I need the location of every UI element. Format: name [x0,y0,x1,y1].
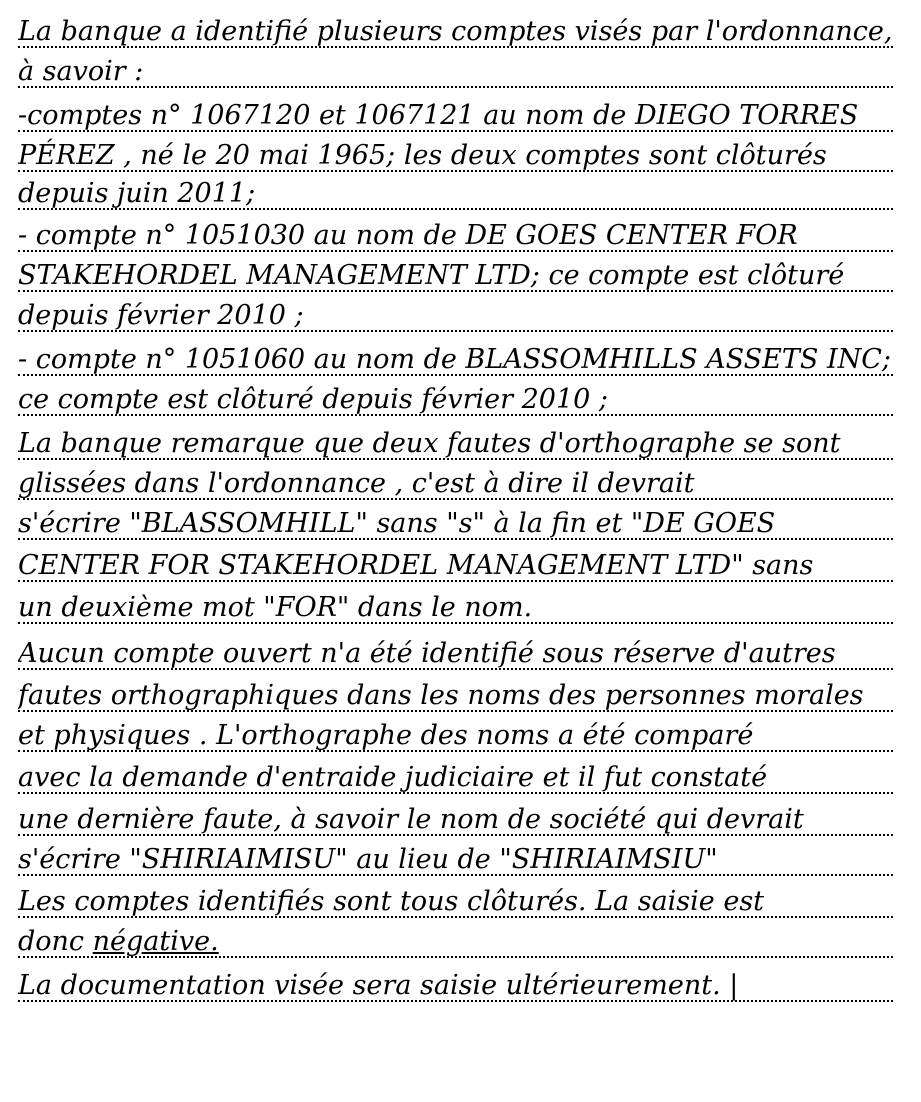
text-line-17 [18,676,893,718]
line-text: - compte n° 1051060 au nom de BLASSOMHILLS ASSETS INC; [18,344,892,375]
text-line-9 [18,340,893,382]
text-line-12 [18,464,893,506]
text-line-1 [18,12,893,54]
text-line-14 [18,546,893,588]
line-text: avec la demande d'entraide judiciaire et il fut constaté [18,762,768,793]
text-line-7 [18,256,893,298]
text-line-20 [18,800,893,842]
line-text: Les comptes identifiés sont tous clôturés. La saisie est [18,886,765,917]
line-text: PÉREZ , né le 20 mai 1965; les deux comptes sont clôturés [18,140,827,171]
text-line-8 [18,296,893,338]
line-text: CENTER FOR STAKEHORDEL MANAGEMENT LTD" sans [18,550,814,581]
line-text: depuis juin 2011; [18,178,256,209]
line-text: Aucun compte ouvert n'a été identifié sous réserve d'autres [18,638,836,669]
line-text: s'écrire "BLASSOMHILL" sans "s" à la fin et "DE GOES [18,508,776,539]
text-line-6 [18,216,893,258]
text-line-23 [18,922,893,964]
text-line-21 [18,840,893,882]
text-line-24 [18,966,893,1008]
line-text: ce compte est clôturé depuis février 2010 ; [18,384,608,415]
text-line-10 [18,380,893,422]
text-line-22 [18,882,893,924]
line-text: fautes orthographiques dans les noms des personnes morales [18,680,864,711]
line-text: La banque remarque que deux fautes d'orthographe se sont [18,428,841,459]
line-text: -comptes n° 1067120 et 1067121 au nom de DIEGO TORRES [18,100,859,131]
text-line-15 [18,588,893,630]
line-text: à savoir : [18,56,144,87]
text-line-16 [18,634,893,676]
text-line-3 [18,96,893,138]
line-text: une dernière faute, à savoir le nom de société qui devrait [18,804,804,835]
line-text: et physiques . L'orthographe des noms a été comparé [18,720,754,751]
text-line-18 [18,716,893,758]
line-text: s'écrire "SHIRIAIMISU" au lieu de "SHIRIAIMSIU" [18,844,718,875]
line-text: donc [18,926,85,957]
text-line-13 [18,504,893,546]
line-text: - compte n° 1051030 au nom de DE GOES CENTER FOR [18,220,798,251]
line-text: STAKEHORDEL MANAGEMENT LTD; ce compte est clôturé [18,260,845,291]
text-line-5 [18,174,893,216]
line-text: La documentation visée sera saisie ultérieurement. | [18,970,739,1001]
line-text: glissées dans l'ordonnance , c'est à dire il devrait [18,468,695,499]
line-text: depuis février 2010 ; [18,300,304,331]
line-text: un deuxième mot "FOR" dans le nom. [18,592,533,623]
text-line-4 [18,136,893,178]
text-line-2 [18,52,893,94]
underlined-word: négative. [92,926,219,957]
line-text: La banque a identifié plusieurs comptes visés par l'ordonnance, [18,16,893,47]
text-line-11 [18,424,893,466]
text-line-19 [18,758,893,800]
